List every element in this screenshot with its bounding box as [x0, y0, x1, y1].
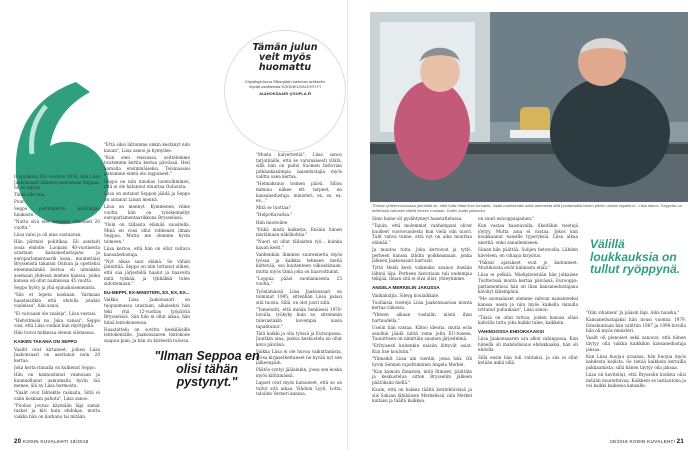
body-paragraph: "Erityisesti kuitenkin naisiin liittyvät asiat. Kun itse koulutin.": [372, 343, 472, 354]
body-paragraph: Vaikka Liisa Jaakonsaari on tuopuomassa urastaan, aikaiseksi hän teki yhä 12-vuotias työpäiviä Brysselissä. Siin hän ei ollut aikaa, hän hiinä lentokoneessa.: [104, 297, 190, 325]
promo-title-line: Tämän julun: [252, 42, 318, 53]
promo-text: Kirjoittaja Anna Sillanpään lukeman artikkelin löydät osoitteesta KODINKUVALEHTI.FI: [245, 79, 325, 89]
photo-caption: "Entisin yhteenmuutossa jännittää se, ettei tulisi riitaa ihan turhasta. Vaalit molemmilla uutta asemesta sillä puutamattia loisen pienin urkisin tapahtuu", Liisa sanoo. Seppolla on keittiössä vahvasti edellä ilmeen mukaan. Duten-kodin jakkevko.: [372, 203, 683, 213]
body-paragraph: Vaalit oli pienoiset sekä sanovat, että hänen täytyy olla vaikka kaikkikin kansanedustaja jaksaa.: [586, 335, 686, 352]
left-footer: [14, 439, 88, 445]
body-paragraph: Haastattelu on sovittu keskiläisille lentokentälle. Jaakonsaaren lentokone saapuu pian, ja hän on kiireestä tulossa.: [104, 326, 190, 343]
body-paragraph: Päätös syntyi jäälainkin, jossa sen koska myös kiittämässä.: [256, 367, 342, 378]
body-paragraph: "Kun kamoin ihmisten, mitä Ihmiset, päättäin ja keskustelua sitten Brysseliin jälkeen päätöksiin hiellä.": [372, 368, 472, 385]
body-paragraph: Liisa oli kuvitellut, että Brysselin kodista olisi mitään muutettavaa. Kaikkein se lastiautona ja vei kaikki kaikessa kansalle.: [586, 371, 686, 389]
body-paragraph: Kansanedustajaksi hän nousi vuonna 1979. Eduskuntaan hän valittiin 1987 ja 1990-luvulla hän oli myös ministeri.: [586, 317, 686, 334]
body-paragraph: Liisa on mennyt. Kymmenen viime vuotta hän on työskennellyt europarlamentaarikkona Brysselissä.: [104, 203, 190, 221]
section-heading-merkel: ANGELA MERKELIN JAKUSSA: [372, 285, 440, 291]
body-paragraph: Vaallit ovat kirtaneet, joihon Liisa Jaakonsaari on asettanut noin 20 kertaa.: [14, 346, 100, 363]
column-2-paragraphs-b: [104, 297, 190, 343]
body-paragraph: "Iloin on tällaista elämää suositella. Minä en voisi ollut rohkeasti ilman Seppoa. Mutta me olemme hyvin toimeen.": [104, 222, 190, 244]
column-2-paragraphs: [104, 142, 190, 287]
column-1-paragraphs-b: [14, 347, 100, 420]
web-promo-circle: [224, 30, 346, 152]
section-heading-vahingossa: VAHINGOSSA EHDOKKAAKSI: [478, 328, 544, 334]
body-paragraph: "Musta kaivertettiä", Liisa sanoo tarjotilaille, että se varsinaisesti yllätä, sillä hän on paitsi Suomen historian pitkäaikaisimpia naisedustajia myös valittu usea kertaa.: [256, 152, 342, 180]
promo-title-line: veit myös: [258, 52, 311, 63]
body-paragraph: "Tometsitti, että minän henkisesi 1970-luvulla, työkyky kuin se, sittemmin tulevastakin kovempia uusia tapahtunut.": [256, 306, 342, 329]
body-paragraph: Kaum, että on kaikea täältä kotitehtävissä ja siis Saksan lähikäisen Merkelissä, niin Merkel kultaisi ja täältä kaikkea.: [372, 387, 472, 404]
body-paragraph: Tyttö Heidi kesti vaikeaksi saunoo itseään lähteä läpi. Perheen historiaan tuli uudempia tekijää. Ilman sitä ei olisi ollut, yhteytimme.: [372, 265, 472, 282]
page-number-right: 21: [676, 439, 684, 445]
body-paragraph: Mitä se tuottaa?: [256, 205, 291, 211]
couple-kitchen-photo: [370, 12, 688, 202]
body-paragraph: Tätä kaikki ja olla työssä ja Euroopassa. Juurikin aina, joskus keskustelu on ollut kova päivänä.: [256, 330, 342, 347]
body-paragraph: Tuollaisia viestejä Liisa Jaakonsaarasa monta kertaa viikossa.: [372, 299, 472, 311]
body-paragraph: Liisa ei pelkää. Mielipiteistään hän julkaisee Twitterissä monta kertaa päivässä. Eurooppa-parlamentissa hän on ihan kansanedustajana kävinyt lähempänä.: [478, 272, 578, 295]
body-paragraph: "Puoliso joutuu käymään läpi samat tuskat ja kiri kuin ehdokas, mutta vaikka hän on karkana tai mitään.: [14, 402, 100, 420]
body-paragraph: Seppo hyöty ja yhä epäuskoisenenista.: [14, 285, 96, 291]
body-paragraph: "Nuori on ollut tällaisten työ... kuinka kauan kesti.": [256, 239, 342, 250]
body-paragraph: Siinen hän päättää. Sulijen tietotoolla. Lähden käveleen, en vihaaja kirjoitus.: [478, 246, 578, 258]
body-paragraph: Liisa on antanut Seppon jäädä ja Seppo on antanut Liisan mennä.: [104, 191, 190, 202]
promo-mark: JAAHOKSAARI @SUPLA.FI: [258, 91, 312, 96]
body-paragraph: "Että siksi lättomme onkin kestänyt niin kauan", Liisa sanoo ja hymyilee.: [104, 142, 190, 153]
body-paragraph: Hän muotoilee.: [256, 219, 289, 225]
body-paragraph: "Tässä on ollut tuttua, joiden kanssa ollan kahvilla tuttu joka kaikki tulee, kaikkein.: [478, 314, 578, 326]
body-paragraph: Lapset ovat myös katsoneet, että se on tullut sitä aikaa. Vihdoin Lyyli, Lotta, taloilen Verneri kanssa.: [256, 379, 342, 397]
r-column-1-paragraphs-b: [372, 293, 472, 404]
footer-text-right: 18/2018 KODIN KUVALEHTI: [609, 439, 676, 444]
body-paragraph: "Enkä mistä kaikesta. Ensäin hänen mistämaan näkökohtia.": [256, 226, 342, 238]
body-paragraph: Tämä olle tiuo.: [14, 192, 46, 198]
body-paragraph: Vanhakuljia. Sileyg koulaikkale.: [372, 292, 440, 298]
body-paragraph: "Vaalit ovat lähtektle raskaita. Siltä ei valin koskaan pahuta", Liisa sanoo.: [14, 390, 100, 401]
body-paragraph: Seppo perintikertoi päättänjaa haukaste.: [14, 206, 100, 218]
body-paragraph: "Loppua pääsi suomalaisesta 25 vuotta.": [256, 275, 342, 287]
column-3-paragraphs: [256, 152, 342, 287]
r-column-2-paragraphs: [478, 216, 578, 326]
body-paragraph: "Nuttu siva olet samassa vilmeinet 20 vuotta.": [14, 219, 100, 230]
body-paragraph: Useiin hän vastaa. Kiltoo ideoita, mutta eräs asioihin jäädä niiltä rame jolta EU-tuseen. Tuonittisen on nimittäin suomen järjestelmä.: [372, 325, 472, 342]
left-column-2: [104, 142, 190, 345]
body-paragraph: Liisa kertoo, että hän on ollut valtava kansanedustaja.: [104, 246, 190, 257]
section-heading-eu: EU-MEPPI, EX-MINISTERI, EX, EX, EX...: [104, 289, 190, 295]
body-paragraph: Ja muutos totta. Joka kertoivat ja tyttö, perheen kanssa lähdin poikkeamaan, jonka jälkeen Jaakonsaari harrasti.: [372, 246, 472, 264]
body-paragraph: "Ylimeikit Liisa uni vientin, jossa loki. Oli hyvin Sennen rajoittuminen Angela Merkel.: [372, 356, 472, 367]
body-paragraph: "Yhteen aikaan vastailin niistä ihan hartaudella.": [372, 312, 472, 323]
body-paragraph: Liisa valui ja oli aina vastaavan.: [14, 231, 82, 237]
body-paragraph: "Nyt aikaa saat elämä. Se vähän jännittää. Seppo on niin tottunut siihen, että saa järjestellä haalut ja haaveita mitä tykkää, ja tykkäkkä tulen sidottemaan.": [104, 258, 190, 287]
body-paragraph: on suuri esivoppaajainen.": [478, 216, 535, 221]
body-paragraph: "Olin vihainen! Ja pääsin läpi. Aika hauska.": [586, 310, 680, 315]
body-paragraph: Vanhenkiin ihminen suurennetta myös työssa ja kaikkia tehneen meitä kättevää, osa kuutenteen vilkoskistaan, mutta myös tämä joka on haavoittunut.: [256, 252, 342, 274]
promo-title: [225, 43, 345, 73]
r-column-1-paragraphs: [372, 216, 472, 282]
body-paragraph: Vaikka Liisa ei ole huvoa vaikuttamista, työsa kirjasetkettaneet ne hyvää nyt sen jälkeenpäin.: [256, 349, 342, 366]
body-paragraph: Työelämässä Liisa Jaakonsaari on toiminut 1995, sittenhän Liisa palasi sitä tuosta. Sillä, on olet juuri siitä.: [256, 288, 342, 305]
body-paragraph: Hän on kannustanut vaimoaan ja kuunnellanut aamumalla hyvin tää menee, älä ny Liisa hermostu.: [14, 371, 100, 389]
body-paragraph: "Kun olen reissussa, soittelemme toistemme kertta kertaa päivässä. Heti aamulla ensimmäiseksi. Toisinaasiei puhumme eimtä elo loppuneet.": [104, 154, 190, 177]
body-paragraph: "Hehvitmeiä no. Joka vanssi", Seppo vasi, että Liisa voimat kun myötyjellä.: [14, 317, 100, 329]
footer-text-left: KODIN KUVALEHTI 18/2018: [22, 439, 89, 444]
right-column-1: [372, 216, 472, 405]
body-paragraph: "Heimaksuus toimen päivä. Sillon mimina näkee ett. tarpeet, en kansanedustaja, ministeri, ex, ex, ex, ex...": [256, 181, 342, 204]
r-column-3-paragraphs: [586, 310, 686, 389]
body-paragraph: "Siis et lopeta koskaan. Varmaan haastaisitkin että ehdolla jotakin vaaleissa", hän sanoi.: [14, 292, 100, 309]
left-column-1: [14, 174, 100, 421]
body-paragraph: Il syyskuun Iltа vuoteva 2018, kun Liisa Jaakonsaari lähtenti puolestaan Seppoa. Se oli kiptys.: [14, 174, 100, 191]
body-paragraph: "Ei vaivaaan ole vaalejа", Liisa vastasi.: [14, 310, 97, 316]
pull-quote-left: "Ilman Seppoa en olisi tähän pystynyt.": [154, 349, 260, 389]
body-paragraph: "Paksut ajatukset ovat jo kadonneet. Mustikoista eivät kiinnosta enää.": [478, 259, 578, 271]
body-paragraph: Sillä ensin hän tuli valituksi, ja siis ei ollut ketään mikä sillä.: [478, 354, 578, 366]
body-paragraph: "Tajuin, että molemmat vanhempani olivat kuolleet vuorovuodesta kun vielä olin nuori. Tulit vahva tunne, että nyt on aika muuttaa elämää.": [372, 223, 472, 245]
right-column-3: [586, 310, 686, 390]
right-column-2: [478, 216, 578, 367]
body-paragraph: Hän pärmivi poliitikaa. Eli aseitaiti sosia ehdolle. Luopaisi 40-vuotisesta urastaan kansanedustajana ja europarlamentaarik kona, muutettaisi Brysselistä takaisin Ouluun ja opettelisi eteenmeäänkä kertoa oli uimankin asemaan yhdessä miehen kanssa, jonka kanssa oli ollut naimisissa 45 vuotta.: [14, 238, 100, 284]
r-column-2-paragraphs-b: [478, 336, 578, 365]
body-paragraph: Hän toivoi mitkessa oleeun silomassa.: [14, 330, 95, 336]
body-paragraph: "Me suomalaiset olemme vahvan naisanteeksi kanssa usein ja niin myös kaikella minulla tottunut puhumaan", Liisa sanoo.: [478, 296, 578, 313]
body-paragraph: Liisa Jaakonsaaren ura alkoi vahingossa. Kun hänellä oli mahdollisuus ehdokkaaksi, hän oli ehdolla.: [478, 336, 578, 353]
left-column-3: [256, 152, 342, 398]
body-paragraph: Kun vastaa haastavalla, ilkeitäkin viestejä löytyy, Mutta aina ei vastaa. Jokos kun koukkaanut naiselle typeryksiä. Liisa alkaa miettiä, onko sanailemiseen.: [478, 223, 578, 245]
pull-quote-right: Välillä loukkauksia on tullut ryöppynä.: [590, 237, 680, 276]
page-number-left: 20: [14, 439, 22, 445]
body-paragraph: Simo kaine oli pysähtyneyt haastattelussa.: [372, 216, 463, 221]
column-1-paragraphs: [14, 174, 100, 336]
promo-title-line: huomattu: [258, 62, 312, 73]
right-footer: [610, 439, 684, 445]
photo-illustration: [370, 12, 688, 202]
body-paragraph: Seppo on niin innokas luontoihminen, että ei ole halunnut muuttaa Ouluusta.: [104, 178, 190, 190]
body-paragraph: "Helpottavaltsa.": [256, 212, 293, 218]
section-heading-seppo: KAIKEN TAKANA ON SEPPO: [14, 338, 78, 344]
body-paragraph: Kun Liisa huojuu uraansa, hän huojuu myös kahdesta kodista. Se tietää kaikkein kertailla pakkaamista, sillä hänen täytyy olla jaksaa.: [586, 353, 686, 370]
column-3-paragraphs-b: [256, 289, 342, 397]
body-paragraph: Joka kerta rinnalla on kulkenut Seppo.: [14, 364, 96, 370]
body-paragraph: Puut.: [14, 199, 26, 205]
